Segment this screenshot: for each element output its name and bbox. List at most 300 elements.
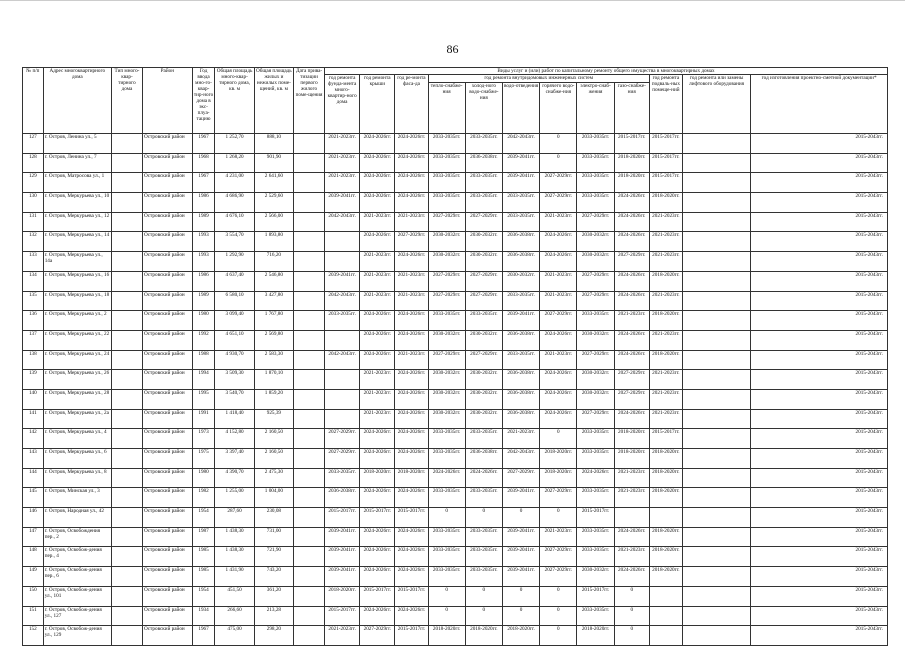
row-heat: 2030-2032гг. <box>428 389 465 409</box>
row-elevator <box>682 389 750 409</box>
row-roof: 2024-2026гг. <box>360 449 395 469</box>
row-hot-water: 2021-2023гг. <box>540 271 577 291</box>
row-psd: 2015-2043гг. <box>751 212 888 232</box>
row-facade: 2015-2017гг. <box>395 626 428 646</box>
table-row <box>23 527 888 547</box>
row-psd: 2015-2043гг. <box>751 449 888 469</box>
row-elevator <box>682 488 750 508</box>
row-electro: 2015-2017гг. <box>577 586 614 606</box>
row-heat: 2033-2035гг. <box>428 153 465 173</box>
row-foundation <box>325 252 360 272</box>
row-elevator <box>682 468 750 488</box>
row-privatization <box>294 567 325 587</box>
row-elevator <box>682 409 750 429</box>
row-year: 1982 <box>192 488 215 508</box>
row-district: Островский район <box>143 291 193 311</box>
row-hot-water: 0 <box>540 508 577 528</box>
table-row <box>23 409 888 429</box>
table-row <box>23 193 888 213</box>
row-num: 133 <box>23 252 44 272</box>
row-facade: 2024-2026гг. <box>395 606 428 626</box>
row-privatization <box>294 586 325 606</box>
row-address: г. Остров, Меркурьева ул., 26 <box>43 370 111 390</box>
row-foundation: 2042-2043гг. <box>325 212 360 232</box>
row-cold-water: 2033-2035гг. <box>465 173 502 193</box>
row-electro: 2033-2035гг. <box>577 173 614 193</box>
row-hot-water: 2024-2026гг. <box>540 370 577 390</box>
row-electro: 2033-2035гг. <box>577 488 614 508</box>
row-electro: 2033-2035гг. <box>577 311 614 331</box>
table-row <box>23 606 888 626</box>
row-living-area: 2 475,30 <box>254 468 293 488</box>
row-total-area: 1 418,40 <box>215 409 254 429</box>
row-living-area: 2 529,60 <box>254 193 293 213</box>
row-privatization <box>294 350 325 370</box>
row-facade: 2024-2026гг. <box>395 173 428 193</box>
row-total-area: 4 930,70 <box>215 350 254 370</box>
row-electro: 2033-2035гг. <box>577 449 614 469</box>
row-elevator <box>682 449 750 469</box>
row-year: 1973 <box>192 429 215 449</box>
row-total-area: 1 255,00 <box>215 488 254 508</box>
row-address: г. Остров, Меркурьева ул., 24 <box>43 350 111 370</box>
row-elevator <box>682 232 750 252</box>
row-basement: 2018-2020гг. <box>649 468 682 488</box>
row-basement: 2018-2020гг. <box>649 547 682 567</box>
row-gas: 2027-2029гг. <box>614 252 649 272</box>
row-address: г. Остров, Освобождения пер., 2 <box>43 527 111 547</box>
row-facade: 2024-2026гг. <box>395 409 428 429</box>
row-roof: 2021-2023гг. <box>360 389 395 409</box>
row-num: 137 <box>23 330 44 350</box>
row-heat: 2030-2032гг. <box>428 252 465 272</box>
row-elevator <box>682 606 750 626</box>
col-roof: год ремонта крыши <box>360 75 395 134</box>
row-district: Островский район <box>143 508 193 528</box>
row-roof: 2024-2026гг. <box>360 547 395 567</box>
col-heat: тепло-снабже-ния <box>428 83 465 134</box>
row-year: 1989 <box>192 212 215 232</box>
row-sewer: 2036-2038гг. <box>502 252 539 272</box>
row-basement: 2021-2023гг. <box>649 389 682 409</box>
row-electro: 2030-2032гг. <box>577 370 614 390</box>
row-type <box>111 193 142 213</box>
row-roof: 2024-2026гг. <box>360 330 395 350</box>
row-cold-water: 2027-2029гг. <box>465 350 502 370</box>
row-cold-water: 0 <box>465 606 502 626</box>
row-elevator <box>682 626 750 646</box>
row-electro: 2027-2029гг. <box>577 291 614 311</box>
row-year: 1992 <box>192 330 215 350</box>
row-year: 1993 <box>192 232 215 252</box>
row-cold-water: 2027-2029гг. <box>465 291 502 311</box>
row-num: 135 <box>23 291 44 311</box>
row-type <box>111 311 142 331</box>
row-total-area: 1 252,70 <box>215 134 254 154</box>
row-psd: 2015-2043гг. <box>751 508 888 528</box>
row-living-area: 888,10 <box>254 134 293 154</box>
table-row <box>23 252 888 272</box>
row-district: Островский район <box>143 173 193 193</box>
row-facade: 2024-2026гг. <box>395 547 428 567</box>
col-address: Адрес многоквартирного дома <box>43 68 111 134</box>
row-cold-water: 2030-2032гг. <box>465 389 502 409</box>
table-row <box>23 468 888 488</box>
row-cold-water: 0 <box>465 586 502 606</box>
row-district: Островский район <box>143 429 193 449</box>
row-gas: 0 <box>614 606 649 626</box>
row-type <box>111 291 142 311</box>
row-basement: 2021-2023гг. <box>649 212 682 232</box>
row-roof: 2021-2023гг. <box>360 291 395 311</box>
row-district: Островский район <box>143 567 193 587</box>
row-year: 1991 <box>192 409 215 429</box>
row-district: Островский район <box>143 586 193 606</box>
table-row <box>23 449 888 469</box>
row-type <box>111 350 142 370</box>
row-hot-water: 2024-2026гг. <box>540 389 577 409</box>
row-hot-water: 2027-2029гг. <box>540 311 577 331</box>
row-privatization <box>294 212 325 232</box>
table-row <box>23 488 888 508</box>
row-foundation: 2021-2023гг. <box>325 173 360 193</box>
row-privatization <box>294 311 325 331</box>
row-living-area: 1 004,00 <box>254 488 293 508</box>
row-num: 138 <box>23 350 44 370</box>
row-address: г. Остров, Ленина ул., 7 <box>43 153 111 173</box>
row-heat: 2030-2032гг. <box>428 370 465 390</box>
row-heat: 2033-2035гг. <box>428 134 465 154</box>
row-cold-water: 2030-2032гг. <box>465 409 502 429</box>
row-privatization <box>294 527 325 547</box>
row-district: Островский район <box>143 153 193 173</box>
row-gas: 2024-2026гг. <box>614 350 649 370</box>
row-psd: 2015-2043гг. <box>751 252 888 272</box>
row-psd: 2015-2043гг. <box>751 173 888 193</box>
row-num: 152 <box>23 626 44 646</box>
row-living-area: 743,20 <box>254 567 293 587</box>
row-privatization <box>294 271 325 291</box>
row-sewer: 0 <box>502 508 539 528</box>
row-num: 147 <box>23 527 44 547</box>
row-facade: 2021-2023гг. <box>395 212 428 232</box>
row-address: г. Остров, Меркурьева ул., 2а <box>43 409 111 429</box>
row-gas: 2024-2026гг. <box>614 193 649 213</box>
row-roof: 2024-2026гг. <box>360 232 395 252</box>
row-gas: 2024-2026гг. <box>614 212 649 232</box>
row-elevator <box>682 193 750 213</box>
row-num: 145 <box>23 488 44 508</box>
row-roof: 2021-2023гг. <box>360 409 395 429</box>
row-sewer: 0 <box>502 586 539 606</box>
row-roof: 2024-2026гг. <box>360 173 395 193</box>
row-gas: 0 <box>614 626 649 646</box>
row-district: Островский район <box>143 271 193 291</box>
table-body <box>23 134 888 646</box>
row-living-area: 731,00 <box>254 527 293 547</box>
row-elevator <box>682 311 750 331</box>
row-electro: 2027-2029гг. <box>577 409 614 429</box>
row-psd: 2015-2043гг. <box>751 488 888 508</box>
row-sewer: 2033-2035гг. <box>502 193 539 213</box>
row-roof: 2024-2026гг. <box>360 488 395 508</box>
row-address: г. Остров, Меркурьева ул., 10 <box>43 193 111 213</box>
row-electro: 2030-2032гг. <box>577 330 614 350</box>
row-cold-water: 2030-2032гг. <box>465 330 502 350</box>
row-facade: 2021-2023гг. <box>395 271 428 291</box>
row-facade: 2024-2026гг. <box>395 193 428 213</box>
row-privatization <box>294 291 325 311</box>
row-basement: 2018-2020гг. <box>649 350 682 370</box>
row-district: Островский район <box>143 468 193 488</box>
row-roof: 2021-2023гг. <box>360 212 395 232</box>
row-hot-water: 2021-2023гг. <box>540 291 577 311</box>
row-privatization <box>294 449 325 469</box>
row-living-area: 2 160,50 <box>254 429 293 449</box>
row-num: 128 <box>23 153 44 173</box>
row-basement: 2015-2017гг. <box>649 173 682 193</box>
row-sewer: 2039-2041гг. <box>502 173 539 193</box>
row-living-area: 2 569,80 <box>254 330 293 350</box>
row-privatization <box>294 232 325 252</box>
row-type <box>111 252 142 272</box>
row-basement: 2021-2023гг. <box>649 232 682 252</box>
row-gas: 2027-2029гг. <box>614 370 649 390</box>
row-privatization <box>294 134 325 154</box>
row-facade: 2024-2026гг. <box>395 488 428 508</box>
table-row <box>23 212 888 232</box>
row-cold-water: 2033-2035гг. <box>465 488 502 508</box>
row-year: 1980 <box>192 468 215 488</box>
row-heat: 2033-2035гг. <box>428 429 465 449</box>
row-num: 149 <box>23 567 44 587</box>
row-living-area: 2 546,80 <box>254 271 293 291</box>
row-electro: 2015-2017гг. <box>577 508 614 528</box>
row-foundation <box>325 389 360 409</box>
row-year: 1934 <box>192 606 215 626</box>
table-row <box>23 429 888 449</box>
row-address: г. Остров, Освобож-дения пер., 6 <box>43 567 111 587</box>
row-sewer: 2033-2035гг. <box>502 212 539 232</box>
row-year: 1968 <box>192 153 215 173</box>
row-facade: 2024-2026гг. <box>395 311 428 331</box>
row-gas: 2021-2023гг. <box>614 488 649 508</box>
row-foundation: 2042-2043гг. <box>325 291 360 311</box>
row-basement: 2018-2020гг. <box>649 311 682 331</box>
row-electro: 2033-2035гг. <box>577 153 614 173</box>
row-year: 1988 <box>192 350 215 370</box>
row-total-area: 4 651,10 <box>215 330 254 350</box>
row-gas: 2024-2026гг. <box>614 291 649 311</box>
row-privatization <box>294 606 325 626</box>
row-address: г. Остров, Меркурьева ул., 8 <box>43 468 111 488</box>
row-elevator <box>682 567 750 587</box>
row-facade: 2015-2017гг. <box>395 586 428 606</box>
row-type <box>111 409 142 429</box>
col-type: Тип много-квар-тирного дома <box>111 68 142 134</box>
row-living-area: 1 859,20 <box>254 389 293 409</box>
row-basement <box>649 606 682 626</box>
row-foundation: 2033-2035гг. <box>325 468 360 488</box>
row-psd: 2015-2043гг. <box>751 429 888 449</box>
row-hot-water: 2021-2023гг. <box>540 527 577 547</box>
row-privatization <box>294 193 325 213</box>
row-elevator <box>682 271 750 291</box>
row-elevator <box>682 370 750 390</box>
row-total-area: 3 554,70 <box>215 232 254 252</box>
row-total-area: 1 438,30 <box>215 547 254 567</box>
row-foundation: 2039-2041гг. <box>325 547 360 567</box>
row-privatization <box>294 173 325 193</box>
row-roof: 2024-2026гг. <box>360 429 395 449</box>
row-district: Островский район <box>143 606 193 626</box>
row-heat: 2033-2035гг. <box>428 488 465 508</box>
row-heat: 2018-2020гг. <box>428 626 465 646</box>
row-heat: 2033-2035гг. <box>428 527 465 547</box>
row-heat: 2033-2035гг. <box>428 173 465 193</box>
row-living-area: 2 583,30 <box>254 350 293 370</box>
row-cold-water: 2033-2035гг. <box>465 311 502 331</box>
row-sewer: 2033-2035гг. <box>502 350 539 370</box>
row-hot-water: 2021-2023гг. <box>540 350 577 370</box>
row-electro: 2024-2026гг. <box>577 468 614 488</box>
table-row <box>23 232 888 252</box>
row-num: 127 <box>23 134 44 154</box>
row-living-area: 1 767,80 <box>254 311 293 331</box>
row-privatization <box>294 330 325 350</box>
row-basement: 2018-2020гг. <box>649 449 682 469</box>
row-type <box>111 527 142 547</box>
row-heat: 2030-2032гг. <box>428 232 465 252</box>
row-facade: 2018-2020гг. <box>395 468 428 488</box>
row-total-area: 6 580,10 <box>215 291 254 311</box>
row-address: г. Остров, Меркурьева ул., 6 <box>43 449 111 469</box>
row-roof: 2024-2026гг. <box>360 527 395 547</box>
row-psd: 2015-2043гг. <box>751 527 888 547</box>
row-sewer: 2036-2038гг. <box>502 389 539 409</box>
row-roof: 2021-2023гг. <box>360 370 395 390</box>
table-row <box>23 547 888 567</box>
row-type <box>111 212 142 232</box>
row-heat: 2027-2029гг. <box>428 271 465 291</box>
col-privatization-date: Дата прива-тизации первого жилого поме-щения <box>294 68 325 134</box>
row-electro: 2018-2020гг. <box>577 626 614 646</box>
row-psd: 2015-2043гг. <box>751 409 888 429</box>
row-psd: 2015-2043гг. <box>751 606 888 626</box>
row-num: 136 <box>23 311 44 331</box>
row-sewer: 2036-2038гг. <box>502 232 539 252</box>
col-elevator: год ремонта или замены лифтового оборудования <box>682 75 750 134</box>
row-electro: 2030-2032гг. <box>577 567 614 587</box>
row-elevator <box>682 586 750 606</box>
row-psd: 2015-2043гг. <box>751 389 888 409</box>
row-facade: 2024-2026гг. <box>395 330 428 350</box>
row-elevator <box>682 291 750 311</box>
col-facade: год ре-монта фаса-да <box>395 75 428 134</box>
row-basement <box>649 626 682 646</box>
row-total-area: 4 152,80 <box>215 429 254 449</box>
row-sewer: 2036-2038гг. <box>502 409 539 429</box>
row-cold-water: 2024-2026гг. <box>465 468 502 488</box>
row-total-area: 287,60 <box>215 508 254 528</box>
row-psd: 2015-2043гг. <box>751 586 888 606</box>
row-foundation: 2027-2029гг. <box>325 449 360 469</box>
row-privatization <box>294 370 325 390</box>
row-num: 132 <box>23 232 44 252</box>
row-electro: 2030-2032гг. <box>577 389 614 409</box>
row-type <box>111 488 142 508</box>
row-facade: 2024-2026гг. <box>395 527 428 547</box>
row-hot-water: 0 <box>540 429 577 449</box>
row-sewer: 2033-2035гг. <box>502 291 539 311</box>
row-living-area: 230,08 <box>254 508 293 528</box>
table-row <box>23 626 888 646</box>
row-address: г. Остров, Меркурьева ул., 16 <box>43 271 111 291</box>
table-row <box>23 134 888 154</box>
row-basement: 2021-2023гг. <box>649 370 682 390</box>
row-district: Островский район <box>143 449 193 469</box>
row-gas: 2018-2020гг. <box>614 449 649 469</box>
row-sewer: 2036-2038гг. <box>502 370 539 390</box>
row-basement: 2018-2020гг. <box>649 567 682 587</box>
row-address: г. Остров, Меркурьева ул., 14а <box>43 252 111 272</box>
row-type <box>111 468 142 488</box>
row-type <box>111 567 142 587</box>
row-foundation: 2021-2023гг. <box>325 153 360 173</box>
row-type <box>111 271 142 291</box>
row-cold-water: 2027-2029гг. <box>465 212 502 232</box>
row-district: Островский район <box>143 232 193 252</box>
row-foundation: 2021-2023гг. <box>325 626 360 646</box>
row-living-area: 361,20 <box>254 586 293 606</box>
row-sewer: 2039-2041гг. <box>502 567 539 587</box>
row-sewer: 2030-2032гг. <box>502 271 539 291</box>
row-psd: 2015-2043гг. <box>751 134 888 154</box>
row-cold-water: 0 <box>465 508 502 528</box>
col-gas: газо-снабже-ния <box>614 83 649 134</box>
row-district: Островский район <box>143 193 193 213</box>
row-elevator <box>682 330 750 350</box>
row-electro: 2033-2035гг. <box>577 193 614 213</box>
row-heat: 2030-2032гг. <box>428 409 465 429</box>
row-hot-water: 2027-2029гг. <box>540 193 577 213</box>
row-foundation: 2015-2017гг. <box>325 606 360 626</box>
row-roof: 2024-2026гг. <box>360 567 395 587</box>
row-heat: 2024-2026гг. <box>428 468 465 488</box>
row-electro: 2033-2035гг. <box>577 527 614 547</box>
row-total-area: 3 540,70 <box>215 389 254 409</box>
col-cold-water: холод-ного водо-снабже-ния <box>465 83 502 134</box>
row-total-area: 3 397,40 <box>215 449 254 469</box>
row-living-area: 1 893,80 <box>254 232 293 252</box>
row-type <box>111 134 142 154</box>
row-hot-water: 2027-2029гг. <box>540 173 577 193</box>
row-total-area: 4 637,40 <box>215 271 254 291</box>
row-psd: 2015-2043гг. <box>751 291 888 311</box>
row-foundation <box>325 232 360 252</box>
row-num: 130 <box>23 193 44 213</box>
row-gas: 2018-2020гг. <box>614 173 649 193</box>
row-hot-water: 0 <box>540 586 577 606</box>
row-living-area: 213,28 <box>254 606 293 626</box>
row-total-area: 1 292,90 <box>215 252 254 272</box>
row-foundation: 2015-2017гг. <box>325 508 360 528</box>
col-total-area: Общая площадь много-квар-тирного дома, кв. м <box>215 68 254 134</box>
col-works-group: Виды услуг и (или) работ по капитальному ремонту общего имущества в многоквартирных домах <box>325 68 888 75</box>
row-privatization <box>294 252 325 272</box>
row-sewer: 2042-2043гг. <box>502 134 539 154</box>
row-electro: 2027-2029гг. <box>577 350 614 370</box>
